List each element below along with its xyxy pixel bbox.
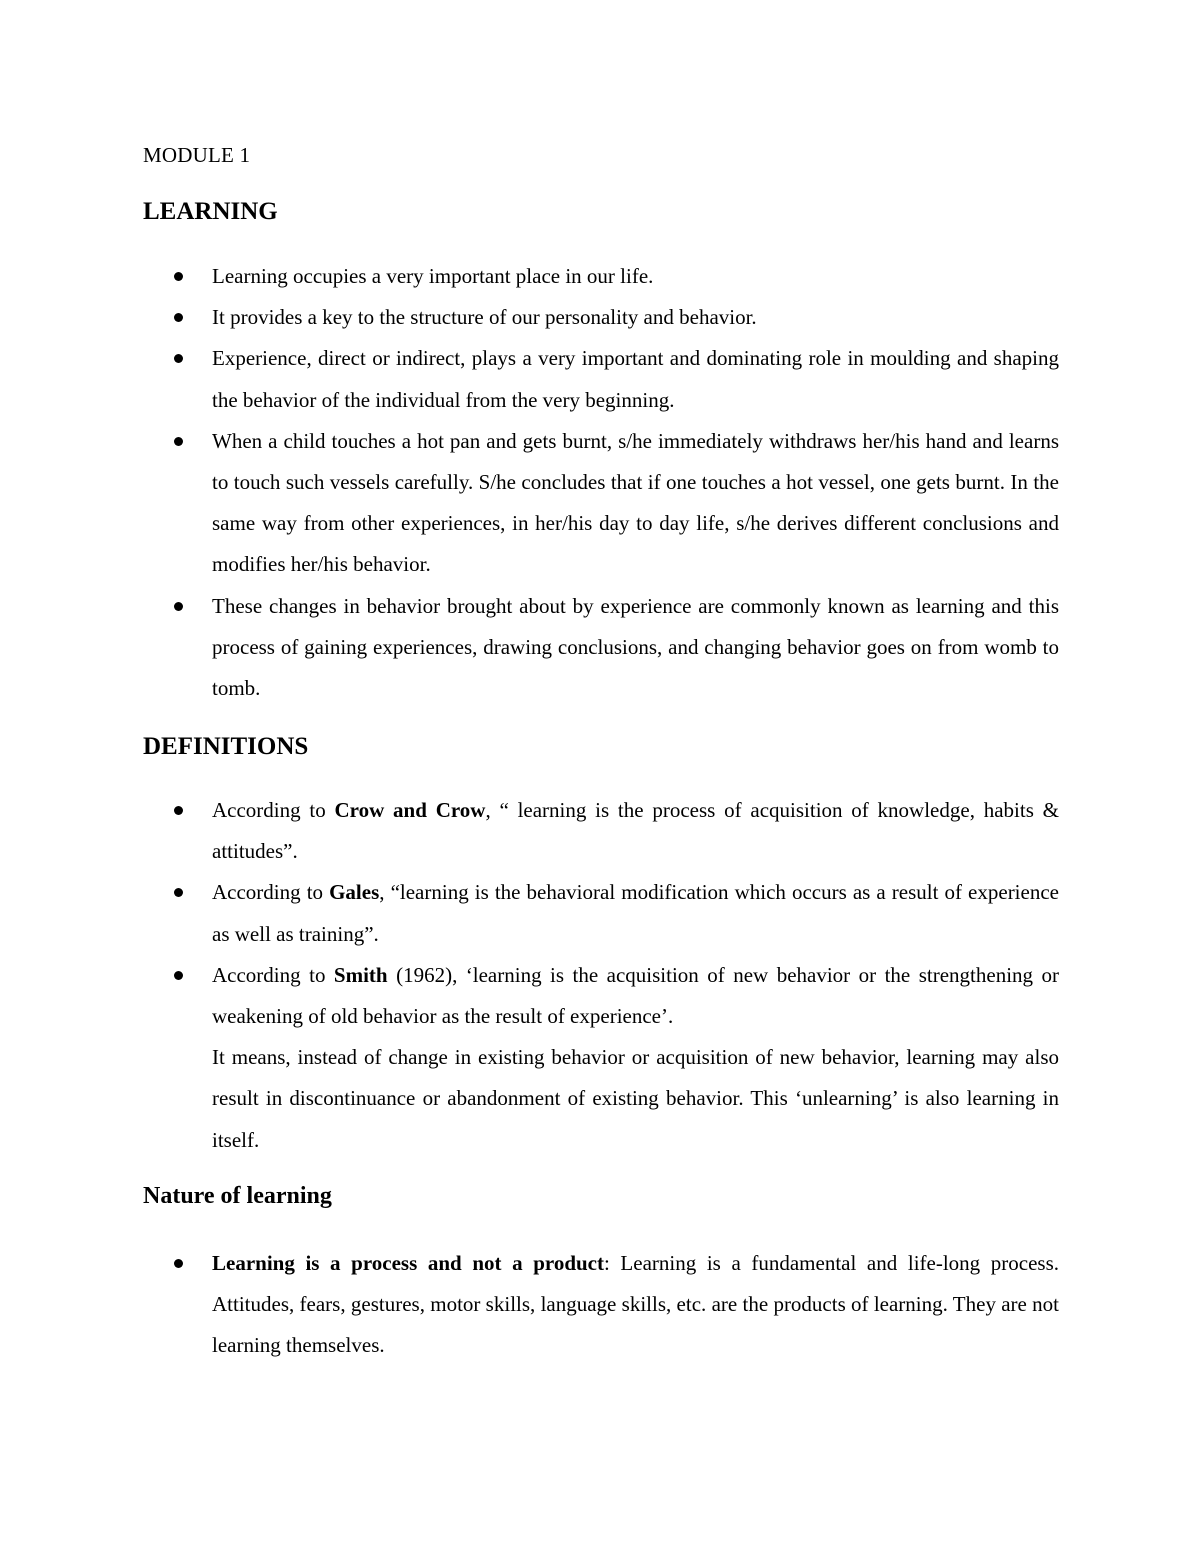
list-item-text: These changes in behavior brought about by experience are commonly known as learning and this process of gaining experiences, drawing conclusions, and changing behavior goes on from womb to tomb. [212, 593, 1059, 701]
definition-author: Crow and Crow [334, 798, 486, 822]
definition-text: , “ learning is the process of acquisition of knowledge, habits & attitudes”. [212, 798, 1059, 864]
definition-prefix: According to [212, 962, 334, 987]
learning-list [143, 256, 1059, 709]
list-item [143, 297, 1059, 338]
definition-prefix: According to [212, 798, 335, 822]
nature-heading: Nature of learning [143, 1183, 332, 1209]
list-item-text: Learning occupies a very important place in our life. [212, 264, 654, 288]
definitions-list [143, 790, 1059, 1161]
bullet-icon [174, 313, 183, 322]
definitions-heading: DEFINITIONS [143, 733, 309, 760]
bullet-icon [174, 354, 183, 363]
list-item-text: Experience, direct or indirect, plays a very important and dominating role in moulding and shaping the behavior of the individual from the very beginning. [212, 346, 1059, 412]
nature-item [143, 1243, 1059, 1367]
bullet-icon [174, 437, 183, 446]
list-item [143, 586, 1059, 710]
learning-heading: LEARNING [143, 198, 278, 225]
definition-author: Gales [329, 880, 380, 905]
definition-note [143, 1037, 1059, 1161]
bullet-icon [174, 971, 183, 980]
nature-list [143, 1243, 1059, 1367]
definition-item [143, 790, 1059, 872]
definition-note-text: It means, instead of change in existing behavior or acquisition of new behavior, learning may also result in discontinuance or abandonment of existing behavior. This ‘unlearning’ is also learning in itself. [212, 1045, 1059, 1152]
list-item-text: When a child touches a hot pan and gets burnt, s/he immediately withdraws her/his hand and learns to touch such vessels carefully. S/he concludes that if one touches a hot vessel, one gets burnt. In the same way from other experiences, in her/his day to day life, s/he derives different conclusions and modifies her/his behavior. [212, 428, 1059, 577]
bullet-icon [174, 272, 183, 281]
nature-item-text: : Learning is a fundamental and life-long process. Attitudes, fears, gestures, motor skills, language skills, etc. are the products of learning. They are not learning themselves. [212, 1251, 1059, 1358]
definition-prefix: According to [212, 880, 330, 905]
bullet-icon [174, 602, 183, 611]
list-item [143, 256, 1059, 297]
definition-text: (1962), ‘learning is the acquisition of new behavior or the strengthening or weakening of old behavior as the result of experience’. [212, 962, 1059, 1029]
nature-item-title: Learning is a process and not a product [212, 1251, 604, 1275]
list-item [143, 421, 1059, 586]
definition-author: Smith [333, 962, 388, 987]
bullet-icon [174, 888, 183, 897]
list-item-text: It provides a key to the structure of our personality and behavior. [212, 305, 757, 330]
module-title: MODULE 1 [143, 143, 251, 167]
definition-item [143, 872, 1059, 954]
definition-item [143, 955, 1059, 1037]
definition-text: , “learning is the behavioral modification which occurs as a result of experience as well as training”. [212, 880, 1059, 946]
bullet-icon [174, 1259, 183, 1268]
list-item [143, 338, 1059, 420]
bullet-icon [174, 806, 183, 815]
